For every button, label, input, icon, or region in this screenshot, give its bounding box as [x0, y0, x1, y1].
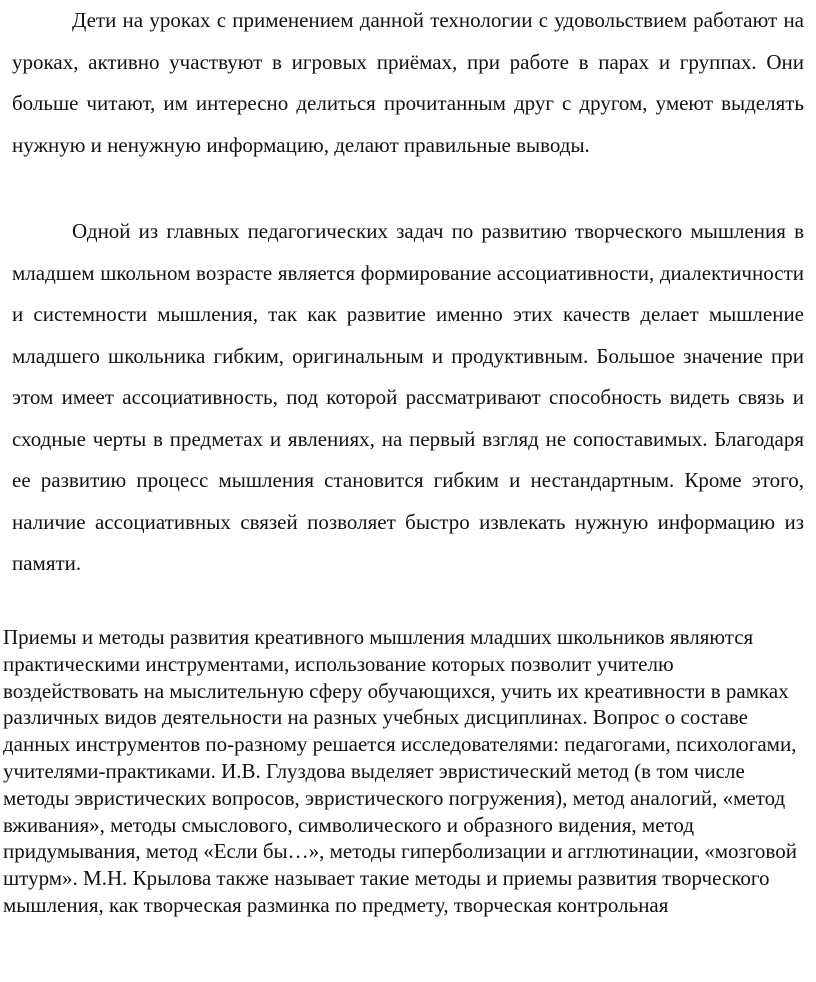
paragraph-technology-benefits: Дети на уроках с применением данной технологии с удовольствием работают на уроках, активно участвуют в игровых приёмах, при работе в парах и группах. Они больше читают, им интересно делиться прочитанным друг с другом, умеют выделять нужную и ненужную информацию, делают правильные выводы.: [12, 8, 804, 157]
paragraph-methods-of-creative-thinking: Приемы и методы развития креативного мышления младших школьников являются практическими инструментами, использование которых позволит учителю воздействовать на мыслительную сферу обучающихся, учить их креативности в рамках различных видов деятельности на разных учебных дисциплинах. Вопрос о составе данных инструментов по-разному решается исследователями: педагогами, психологами, учителями-практиками. И.В. Глуздова выделяет эвристический метод (в том числе методы эвристических вопросов, эвристического погружения), метод аналогий, «метод вживания», методы смыслового, символического и образного видения, метод придумывания, метод «Если бы…», методы гиперболизации и агглютинации, «мозговой штурм». М.Н. Крылова также называет такие методы и приемы развития творческого мышления, как творческая разминка по предмету, творческая контрольная: [3, 625, 797, 917]
paragraph-creative-thinking-tasks: Одной из главных педагогических задач по развитию творческого мышления в младшем школьном возрасте является формирование ассоциативности, диалектичности и системности мышления, так как развитие именно этих качеств делает мышление младшего школьника гибким, оригинальным и продуктивным. Большое значение при этом имеет ассоциативность, под которой рассматривают способность видеть связь и сходные черты в предметах и явлениях, на первый взгляд не сопоставимых. Благодаря ее развитию процесс мышления становится гибким и нестандартным. Кроме этого, наличие ассоциативных связей позволяет быстро извлекать нужную информацию из памяти.: [12, 219, 804, 575]
